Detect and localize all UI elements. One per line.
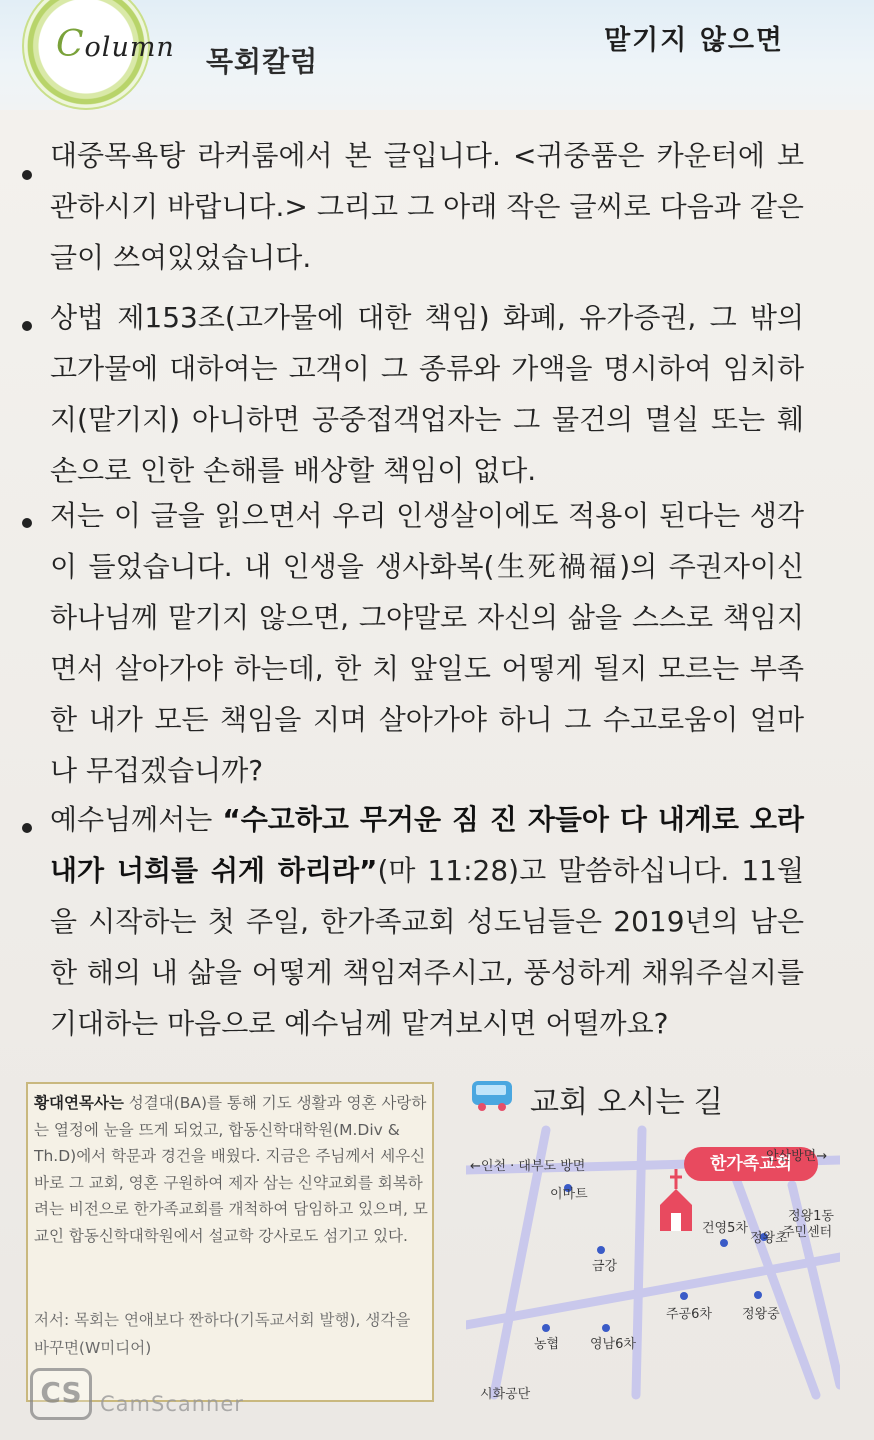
church-name-badge: 한가족교회 — [684, 1147, 818, 1181]
column-word: olumn — [84, 32, 175, 63]
author-profile-box — [26, 1082, 434, 1402]
directions-map — [466, 1125, 840, 1405]
camscanner-watermark: CamScanner — [100, 1392, 244, 1416]
map-label-emart: 이마트 — [550, 1187, 588, 1202]
author-bio — [34, 1090, 428, 1249]
bullet-4 — [22, 823, 32, 833]
map-label-jeongwangjung: 정왕중 — [742, 1307, 780, 1322]
paragraph-4-lead: 예수님께서는 — [50, 803, 223, 836]
column-category: 목회칼럼 — [206, 45, 319, 78]
church-building-icon — [660, 1169, 692, 1231]
page-title: 맡기지 않으면 — [604, 25, 784, 56]
map-label-geumgang: 금강 — [592, 1259, 618, 1274]
directions-title: 교회 오시는 길 — [530, 1085, 723, 1120]
author-name: 황대연목사는 — [34, 1094, 124, 1112]
bus-icon — [470, 1079, 514, 1113]
paragraph-4 — [50, 794, 804, 1049]
map-label-geonyoung: 건영5차 — [702, 1221, 748, 1236]
map-label-youngnam: 영남6차 — [590, 1337, 636, 1352]
paragraph-3: 저는 이 글을 읽으면서 우리 인생살이에도 적용이 된다는 생각이 들었습니다. 내 인생을 생사화복(生死禍福)의 주권자이신 하나님께 맡기지 않으면, 그야말로 자신의 삶을 스스로 책임지면서 살아가야 하는데, 한 치 앞일도 어떻게 될지 모르는 부족한 내가 모든 책임을 지며 살아가야 하니 그 수고로움이 얼마나 무겁겠습니까? — [50, 499, 804, 787]
map-label-sihwa: 시화공단 — [480, 1387, 531, 1402]
paragraph-1: 대중목욕탕 라커룸에서 본 글입니다. <귀중품은 카운터에 보관하시기 바랍니다.> 그리고 그 아래 작은 글씨로 다음과 같은 글이 쓰여있었습니다. — [50, 139, 804, 274]
map-label-jeongwangcho: 정왕초 — [750, 1231, 788, 1246]
column-badge-title — [56, 24, 175, 65]
paragraph-2: 상법 제153조(고가물에 대한 책임) 화폐, 유가증권, 그 밖의 고가물에 대하여는 고객이 그 종류와 가액을 명시하여 임치하지(맡기지) 아니하면 공중접객업자는 그 물건의 멸실 또는 훼손으로 인한 손해를 배상할 책임이 없다. — [50, 301, 804, 487]
column-header — [0, 0, 874, 110]
camscanner-logo: CS — [30, 1368, 92, 1420]
map-label-ansan: 안산방면→ — [766, 1149, 828, 1164]
scripture-quote: “수고하고 무거운 짐 진 자들아 다 내게로 오라 내가 너희를 쉬게 하리라” — [50, 803, 804, 887]
paragraph-4-tail: (마 11:28)고 말씀하십니다. 11월을 시작하는 첫 주일, 한가족교회 성도님들은 2019년의 남은 한 해의 내 삶을 어떻게 책임져주시고, 풍성하게 채워주실지를 기대하는 마음으로 예수님께 맡겨보시면 어떨까요? — [50, 854, 804, 1040]
map-label-nonghyup: 농협 — [534, 1337, 560, 1352]
map-label-incheon: ←인천 · 대부도 방면 — [470, 1159, 586, 1174]
column-initial: C — [56, 24, 85, 65]
bullet-2 — [22, 321, 32, 331]
author-works: 저서: 목회는 연애보다 짠하다(기독교서회 발행), 생각을 바꾸면(W미디어) — [34, 1311, 411, 1357]
map-label-jeongwang1: 정왕1동 — [788, 1209, 834, 1224]
map-markers — [542, 1184, 768, 1332]
map-label-jugong: 주공6차 — [666, 1307, 712, 1322]
author-bio-text: 성결대(BA)를 통해 기도 생활과 영혼 사랑하는 열정에 눈을 뜨게 되었고, 합동신학대학원(M.Div & Th.D)에서 학문과 경건을 배웠다. 지금은 주님께서 세우신 바로 그 교회, 영혼 구원하여 제자 삼는 신약교회를 회복하려는 비전으로 한가족교회를 개척하여 담임하고 있으며, 모교인 합동신학대학원에서 설교학 강사로도 섬기고 있다. — [34, 1094, 428, 1245]
map-label-jumin: 주민센터 — [782, 1225, 833, 1240]
bullet-1 — [22, 170, 32, 180]
bullet-3 — [22, 518, 32, 528]
